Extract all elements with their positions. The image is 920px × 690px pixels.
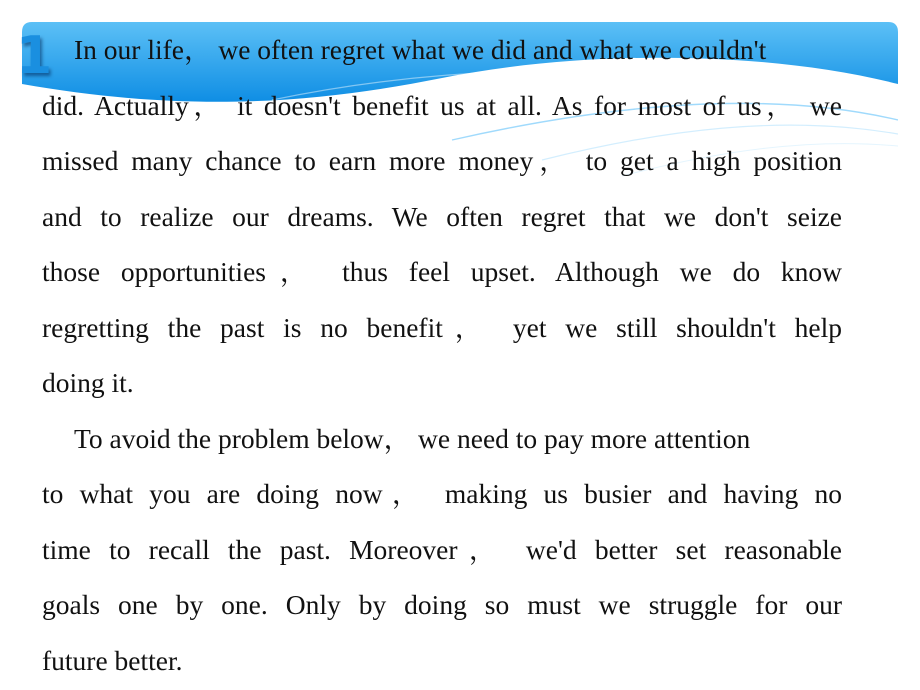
text-line: those opportunities， thus feel upset. Although we do know [42, 256, 842, 287]
text-line: In our life， we often regret what we did and what we couldn't [74, 34, 767, 65]
text-line: did. Actually， it doesn't benefit us at all. As for most of us， we [42, 89, 842, 121]
text-line: missed many chance to earn more money， to get a high position [42, 145, 842, 176]
text-line: future better. [42, 644, 183, 676]
text-line: To avoid the problem below， we need to pay more attention [74, 422, 751, 454]
text-line: and to realize our dreams. We often regret that we don't seize [42, 200, 842, 232]
body-text [42, 22, 842, 688]
text-line: time to recall the past. Moreover， we'd better set reasonable [42, 533, 842, 565]
slide-number: 1 [16, 26, 53, 86]
text-line: goals one by one. Only by doing so must we struggle for our [42, 589, 842, 620]
text-line: regretting the past is no benefit， yet we still shouldn't help [42, 311, 842, 343]
text-line: doing it. [42, 367, 134, 398]
text-line: to what you are doing now， making us busier and having no [42, 478, 842, 509]
